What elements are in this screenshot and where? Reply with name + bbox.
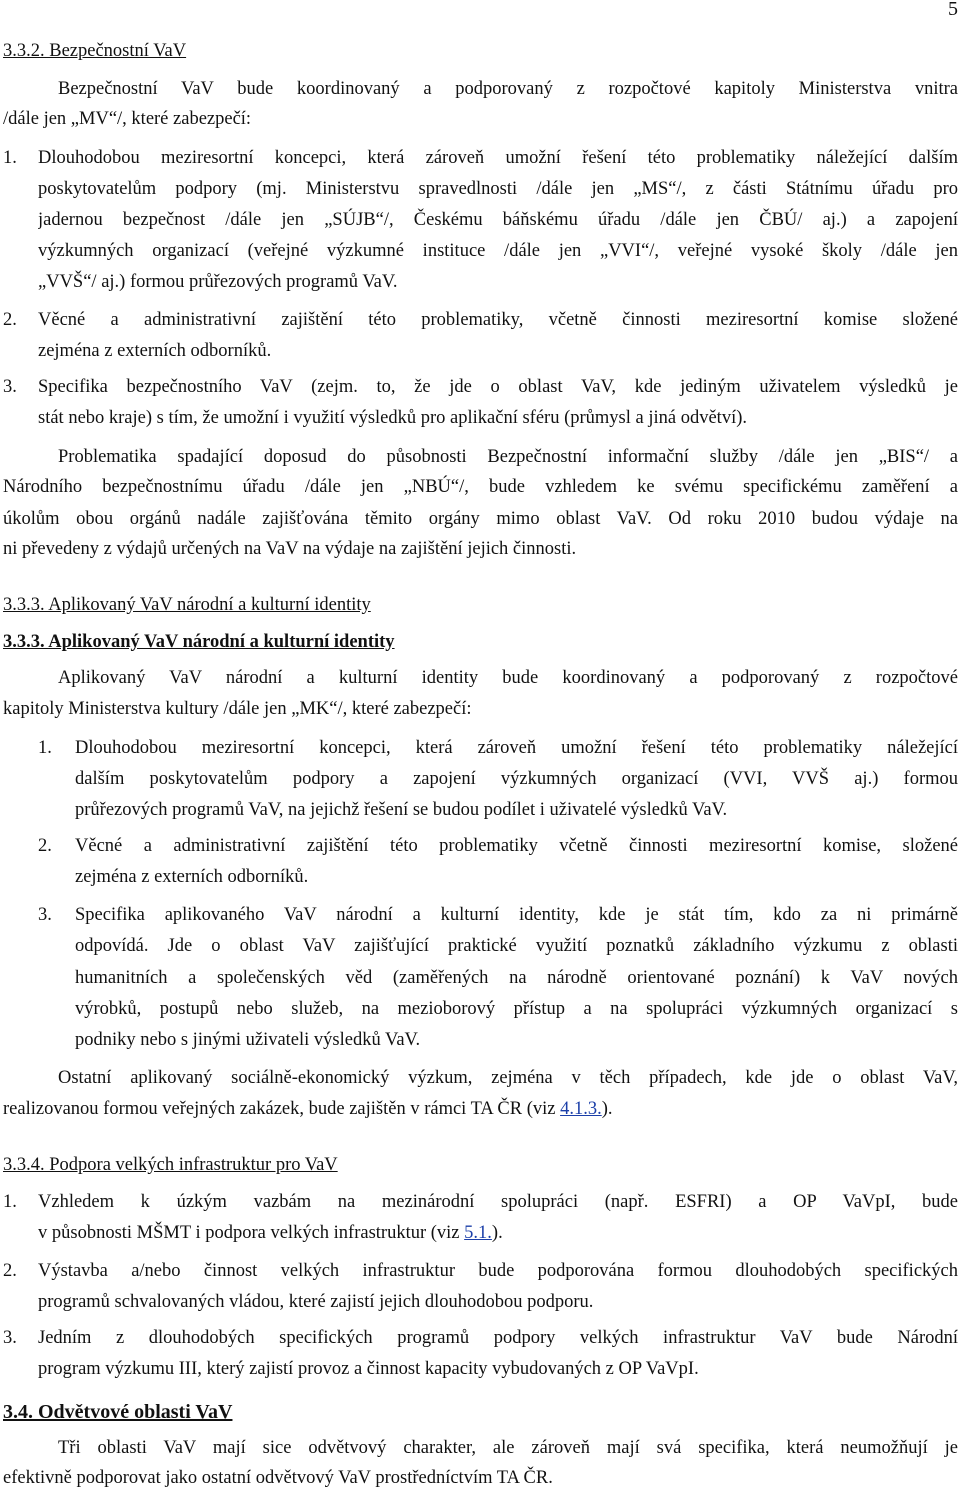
section-heading-3-3-3: 3.3.3. Aplikovaný VaV národní a kulturní identity xyxy=(3,632,395,652)
paragraph-text: realizovanou formou veřejných zakázek, bude zajištěn v rámci TA ČR (viz xyxy=(3,1099,561,1119)
list-item-line: poskytovatelům podpory (mj. Ministerstvu spravedlnosti /dále jen „MS“/, z části Státnímu úřadu pro xyxy=(38,179,958,199)
paragraph-line: Problematika spadající doposud do působnosti Bezpečnostní informační služby /dále jen „BIS“/ a xyxy=(58,447,958,467)
paragraph-line xyxy=(3,1094,613,1124)
list-item-line: zejména z externích odborníků. xyxy=(38,341,272,361)
section-heading-3-3-3-toc: 3.3.3. Aplikovaný VaV národní a kulturní identity xyxy=(3,595,371,615)
list-item-line: programů schvalovaných vládou, které zajistí jejich dlouhodobou podporu. xyxy=(38,1292,594,1312)
paragraph-line: úkolům obou orgánů nadále zajišťována těmito orgány mimo oblast VaV. Od roku 2010 budou výdaje na xyxy=(3,509,958,529)
page-number: 5 xyxy=(948,0,958,20)
list-item-line: průřezových programů VaV, na jejichž řešení se budou podílet i uživatelé výsledků VaV. xyxy=(75,800,728,820)
paragraph-text: ). xyxy=(601,1099,613,1119)
list-item-line: jadernou bezpečnost /dále jen „SÚJB“/, Českému báňskému úřadu /dále jen ČBÚ/ aj.) a zapojení xyxy=(38,210,958,230)
list-item-text: v působnosti MŠMT i podpora velkých infrastruktur (viz xyxy=(38,1223,465,1243)
section-heading-3-4: 3.4. Odvětvové oblasti VaV xyxy=(3,1401,233,1423)
list-item-line: Věcné a administrativní zajištění této problematiky včetně činnosti meziresortní komise, složené xyxy=(75,836,958,856)
paragraph-line: Aplikovaný VaV národní a kulturní identity bude koordinovaný a podporovaný z rozpočtové xyxy=(58,668,958,688)
list-item-line: Specifika aplikovaného VaV národní a kulturní identity, kde je stát tím, kdo za ni primárně xyxy=(75,905,958,925)
list-item-text: ). xyxy=(491,1223,503,1243)
list-item-line: program výzkumu III, který zajistí provoz a činnost kapacity vybudovaných z OP VaVpI. xyxy=(38,1359,699,1379)
section-heading-3-3-2: 3.3.2. Bezpečnostní VaV xyxy=(3,41,187,61)
list-item-line: výzkumných organizací (veřejné výzkumné instituce /dále jen „VVI“/, veřejné vysoké školy /dále jen xyxy=(38,241,958,261)
list-item-line: zejména z externích odborníků. xyxy=(75,867,309,887)
paragraph-line: efektivně podporovat jako ostatní odvětvový VaV prostředníctvím TA ČR. xyxy=(3,1468,553,1488)
paragraph-line: Národního bezpečnostnímu úřadu /dále jen „NBÚ“/, bude vzhledem ke svému specifickému zaměření a xyxy=(3,477,958,497)
list-item-line: podniky nebo s jinými uživateli výsledků VaV. xyxy=(75,1030,421,1050)
list-item-line: výrobků, postupů nebo služeb, na mezioborový přístup a na spolupráci výzkumných organizací s xyxy=(75,999,958,1019)
list-number: 3. xyxy=(3,1328,17,1348)
list-item-line: Jedním z dlouhodobých specifických programů podpory velkých infrastruktur VaV bude Národní xyxy=(38,1328,958,1348)
paragraph-line: kapitoly Ministerstva kultury /dále jen „MK“/, které zabezpečí: xyxy=(3,699,472,719)
list-item-line: Výstavba a/nebo činnost velkých infrastruktur bude podporována formou dlouhodobých specifických xyxy=(38,1261,958,1281)
section-heading-3-3-4: 3.3.4. Podpora velkých infrastruktur pro VaV xyxy=(3,1155,338,1175)
list-item-line: Vzhledem k úzkým vazbám na mezinárodní spolupráci (např. ESFRI) a OP VaVpI, bude xyxy=(38,1192,958,1212)
list-item-line: stát nebo kraje) s tím, že umožní i využití výsledků pro aplikační sféru (průmysl a jiná odvětví). xyxy=(38,408,747,428)
list-item-line: humanitních a společenských věd (zaměřených na národně orientované poznání) k VaV nových xyxy=(75,968,958,988)
list-number: 2. xyxy=(3,1261,17,1281)
list-item-line: Specifika bezpečnostního VaV (zejm. to, že jde o oblast VaV, kde jediným uživatelem výsledků je xyxy=(38,377,958,397)
section-link-5-1[interactable]: 5.1. xyxy=(464,1223,492,1243)
paragraph-line: Tři oblasti VaV mají sice odvětvový charakter, ale zároveň mají svá specifika, která neumožňují je xyxy=(58,1438,958,1458)
list-number: 1. xyxy=(3,148,17,168)
section-link-4-1-3[interactable]: 4.1.3. xyxy=(560,1099,602,1119)
list-item-line: Dlouhodobou meziresortní koncepci, která zároveň umožní řešení této problematiky náležející xyxy=(75,738,958,758)
paragraph-line: Ostatní aplikovaný sociálně-ekonomický výzkum, zejména v těch případech, kde jde o oblast VaV, xyxy=(58,1068,958,1088)
list-number: 3. xyxy=(3,377,17,397)
paragraph-line: Bezpečnostní VaV bude koordinovaný a podporovaný z rozpočtové kapitoly Ministerstva vnitra xyxy=(58,79,958,99)
list-item-line: Věcné a administrativní zajištění této problematiky, včetně činnosti meziresortní komise složené xyxy=(38,310,958,330)
list-number: 1. xyxy=(38,738,52,758)
list-number: 3. xyxy=(38,905,52,925)
list-number: 1. xyxy=(3,1192,17,1212)
list-number: 2. xyxy=(3,310,17,330)
paragraph-line: /dále jen „MV“/, které zabezpečí: xyxy=(3,109,252,129)
list-item-line: dalším poskytovatelům podpory a zapojení výzkumných organizací (VVI, VVŠ aj.) formou xyxy=(75,769,958,789)
list-item-line: Dlouhodobou meziresortní koncepci, která zároveň umožní řešení této problematiky náležející dalším xyxy=(38,148,958,168)
list-item-line: „VVŠ“/ aj.) formou průřezových programů VaV. xyxy=(38,272,398,292)
list-item-line xyxy=(38,1218,503,1248)
list-number: 2. xyxy=(38,836,52,856)
list-item-line: odpovídá. Jde o oblast VaV zajišťující praktické využití poznatků základního výzkumu z oblasti xyxy=(75,936,958,956)
paragraph-line: ni převedeny z výdajů určených na VaV na výdaje na zajištění jejich činnosti. xyxy=(3,539,577,559)
